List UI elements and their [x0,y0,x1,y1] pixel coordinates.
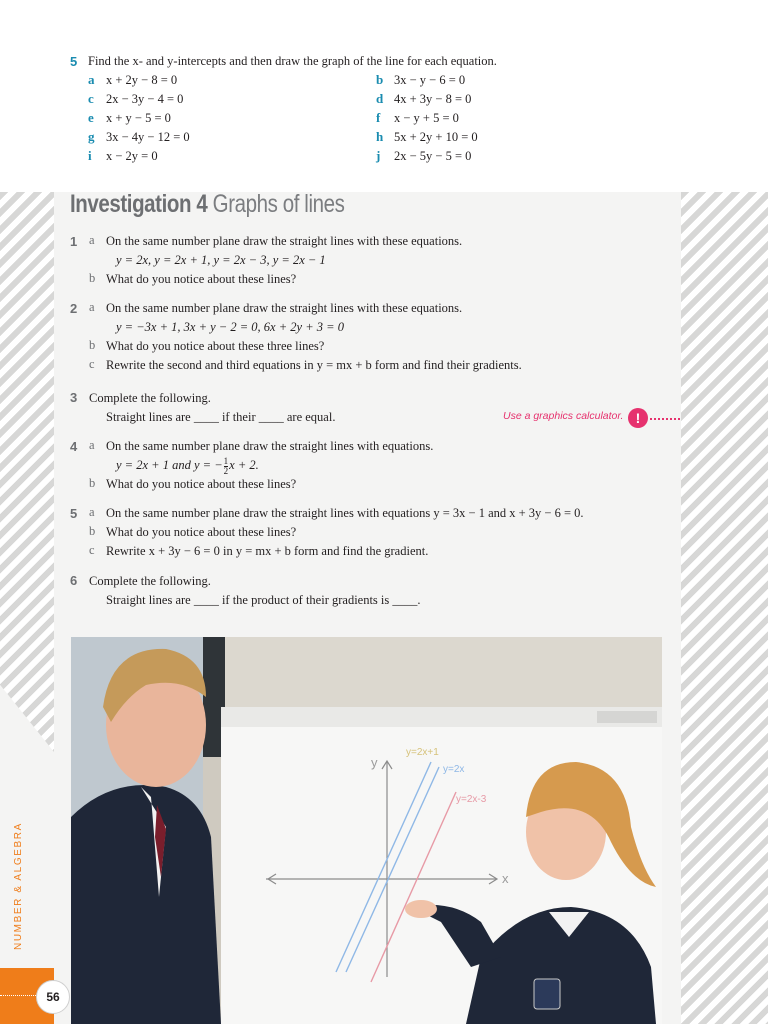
exercise-item-b: b 3x − y − 6 = 0 [376,72,466,87]
exercise-item-g: g 3x − 4y − 12 = 0 [88,129,190,144]
question-4-number: 4 [70,439,78,454]
classroom-photo [71,637,662,1024]
whiteboard-brand-label [597,711,657,723]
question-2b-text: What do you notice about these three lines? [106,339,325,353]
exercise-item-i: i x − 2y = 0 [88,148,158,163]
label-y-2x: y=2x [443,764,465,775]
question-4a-equations: y = 2x + 1 and y = − $\frac{1}{2}$ x + 2. [116,455,259,476]
strand-label: NUMBER & ALGEBRA [13,822,24,950]
upper-wall [221,637,662,707]
question-3-text: Complete the following. [89,391,211,405]
alert-icon: ! [628,408,648,428]
investigation-title: Investigation 4 Graphs of lines [70,190,345,218]
x-axis-label: x [502,871,509,886]
question-5b-text: What do you notice about these lines? [106,525,297,539]
question-5c-letter: c [89,543,95,557]
question-1a-letter: a [89,233,95,247]
exercise-item-e: e x + y − 5 = 0 [88,110,171,125]
question-6-text: Complete the following. [89,574,211,588]
question-2b-letter: b [89,338,96,352]
graphics-calculator-note: Use a graphics calculator. [503,410,624,422]
question-6-fill: Straight lines are ____ if the product of their gradients is ____. [106,593,421,607]
question-2c-text: Rewrite the second and third equations in y = mx + b form and find their gradients. [106,358,522,372]
question-2c-letter: c [89,357,95,371]
school-crest [534,979,560,1009]
dotted-leader [650,418,680,420]
exercise-item-f: f x − y + 5 = 0 [376,110,459,125]
exercise-item-c: c 2x − 3y − 4 = 0 [88,91,184,106]
question-4a-letter: a [89,438,95,452]
question-1b-text: What do you notice about these lines? [106,272,297,286]
question-2a-letter: a [89,300,95,314]
right-stripe-decoration [681,192,768,1024]
question-2-number: 2 [70,301,78,316]
question-3-number: 3 [70,390,78,405]
question-4b-text: What do you notice about these lines? [106,477,297,491]
classroom-illustration [71,637,662,1024]
exercise-item-j: j 2x − 5y − 5 = 0 [376,148,472,163]
question-1a-equations: y = 2x, y = 2x + 1, y = 2x − 3, y = 2x − 1 [116,253,326,267]
exercise-item-h: h 5x + 2y + 10 = 0 [376,129,478,144]
question-4b-letter: b [89,476,96,490]
question-5a-text: On the same number plane draw the straight lines with equations y = 3x − 1 and x + 3y − 6 = 0. [106,506,584,520]
whiteboard-top-strip [221,707,662,727]
y-axis-label: y [371,755,378,770]
question-1b-letter: b [89,271,96,285]
question-1a-text: On the same number plane draw the straight lines with these equations. [106,234,463,248]
question-3-fill: Straight lines are ____ if their ____ are equal. [106,410,336,424]
label-y-2x-plus-1: y=2x+1 [406,747,439,758]
question-2a-equations: y = −3x + 1, 3x + y − 2 = 0, 6x + 2y + 3 = 0 [116,320,344,334]
page-number: 56 [36,980,70,1014]
question-5b-letter: b [89,524,96,538]
question-6-number: 6 [70,573,78,588]
question-4a-text: On the same number plane draw the straight lines with equations. [106,439,434,453]
question-5a-letter: a [89,505,95,519]
question-1-number: 1 [70,234,78,249]
exercise-instruction: Find the x- and y-intercepts and then draw the graph of the line for each equation. [88,54,497,68]
page-dotted-leader [0,995,36,996]
girl-hand [405,900,437,918]
fraction-one-half: $\frac{1}{2}$ [223,455,229,476]
question-2a-text: On the same number plane draw the straight lines with these equations. [106,301,463,315]
left-stripe-decoration [0,192,54,752]
exercise-item-d: d 4x + 3y − 8 = 0 [376,91,472,106]
exercise-number: 5 [70,54,78,69]
boy-blazer [71,785,221,1024]
label-y-2x-minus-3: y=2x-3 [456,794,487,805]
exercise-item-a: a x + 2y − 8 = 0 [88,72,178,87]
question-5c-text: Rewrite x + 3y − 6 = 0 in y = mx + b form and find the gradient. [106,544,429,558]
question-5-number: 5 [70,506,78,521]
